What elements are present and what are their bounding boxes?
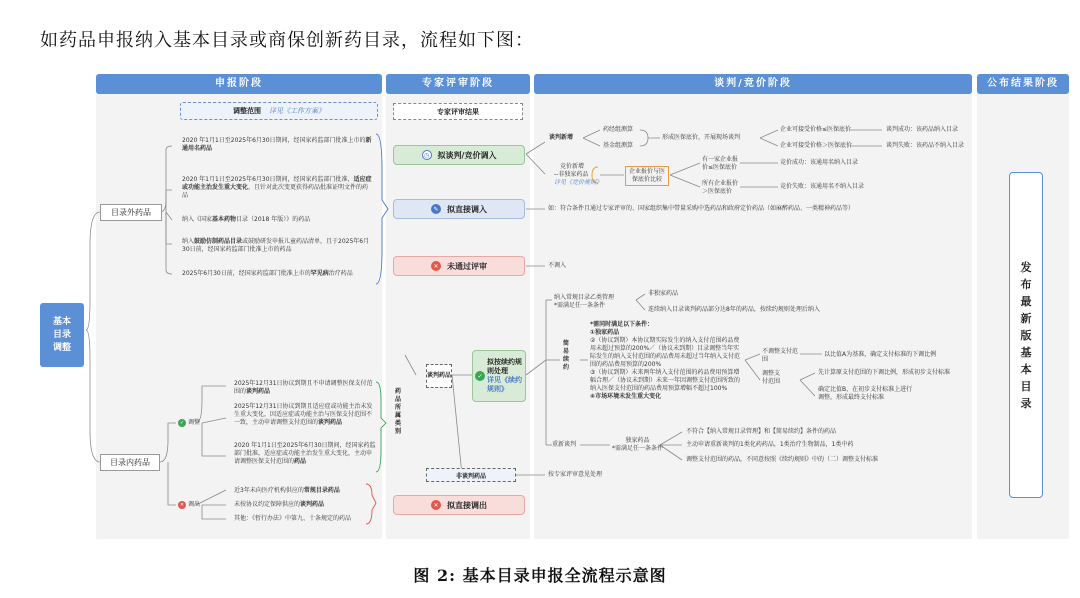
scope-ref: 详见《工作方案》 — [269, 107, 325, 115]
drug-category-label: 药品所属类别 — [395, 388, 402, 435]
outside-item-2: 2020 年1月1日至2025年6月30日期间，经国家药监部门批准，适应症或功能主治发生重大变化，且针对此次变更获得药品批准证明文件的药品 — [182, 176, 372, 199]
drug-group-label: 药经组测算 — [603, 126, 634, 133]
renew-box: ✓ 拟按续约规则处理 详见《续约规则》 — [472, 350, 526, 402]
close-icon: ✕ — [179, 502, 185, 508]
same-rule-label: 连续纳入目录谈判药品部分达8年的药品，按续约规则处理后纳入 — [648, 306, 820, 313]
outside-drugs-node: 目录外药品 — [100, 204, 162, 221]
direct-out-box: ✕ 拟直接调出 — [393, 495, 525, 515]
compare-box: 企业报价与医保底价比较 — [625, 166, 669, 186]
second-step-label: 确定比值B，在初步支付标准上进行调整，形成最终支付标准 — [818, 386, 913, 401]
exclusive-label: 独家药品 *需满足任一条条件 — [612, 437, 664, 452]
expert-note: 按专家评审意见处理 — [548, 471, 603, 478]
close-icon: ✕ — [431, 261, 441, 271]
first-step-label: 先计算原支付范围的下调比例，形成初步支付标准 — [818, 369, 951, 376]
new-nego-label: 谈判新增 — [549, 134, 574, 141]
publish-box: 发布最新版基本目录 — [1009, 172, 1043, 498]
outside-item-1: 2020 年1月1日至2025年6月30日期间，经国家药监部门批准上市的新通用名药品 — [182, 137, 372, 152]
figure-caption: 图 2: 基本目录申报全流程示意图 — [413, 566, 667, 585]
one-under-label: 有一家企业报价≤医保底价 — [702, 156, 739, 171]
outside-item-3: 纳入《国家基本药物目录（2018 年版）》的药品 — [182, 216, 311, 223]
not-in-label: 不调入 — [548, 262, 567, 269]
root-line-1: 基本 — [52, 316, 71, 327]
remove-item-1: 近3年未向医疗机构供应的常规目录药品 — [234, 487, 340, 494]
negotiate-header: 谈判/竞价阶段 — [534, 74, 972, 94]
clock-icon: ◷ — [422, 150, 432, 160]
no-adjust-label: 不调整支付范围 — [762, 348, 799, 363]
root-line-3: 调整 — [52, 342, 71, 353]
inside-drugs-node: 目录内药品 — [100, 454, 160, 471]
re-nego-item-2: 主动申请重新谈判的1类化药药品，1类治疗生物制品，1类中药 — [686, 441, 854, 448]
intro-text: 如药品申报纳入基本目录或商保创新药目录，流程如下图： — [40, 30, 534, 51]
under-label: 企业可接受价格≤医保底价 — [780, 126, 852, 133]
re-nego-label: 重新谈判 — [552, 441, 577, 448]
adjust-node: ✓ 调整 — [179, 419, 201, 426]
nego-box: ◷ 拟谈判/竞价调入 — [393, 145, 525, 165]
apply-header: 申报阶段 — [96, 74, 382, 94]
check-icon: ✓ — [475, 371, 485, 381]
regular-label: 纳入常规目录乙类管理 *需满足任一条条件 — [554, 294, 615, 309]
fail-box: ✕ 未通过评审 — [393, 256, 525, 276]
edit-icon: ✎ — [431, 204, 441, 214]
adjust-item-2: 2025年12月31日协议到期且适应症或功能主治未发生重大变化，因适应症或功能主治与医保支付范围不一致，主动申请调整支付范围的谈判药品 — [234, 403, 373, 426]
ratio-label: 以比值A为基准，确定支付标准的下调比例 — [824, 351, 937, 358]
root-line-2: 目录 — [52, 329, 71, 340]
nego-drug-label: 谈判药品 — [426, 364, 452, 388]
re-nego-item-3: 调整支付范围的药品，不同意按照《续约规则》中的（二）调整支付标准 — [686, 456, 879, 463]
simple-renew-label: 简易续约 — [563, 340, 570, 371]
scope-box — [180, 102, 378, 120]
over-label: 企业可接受价格＞医保底价 — [780, 142, 853, 149]
review-header: 专家评审阶段 — [386, 74, 530, 94]
root-node — [40, 303, 84, 367]
direct-in-box: ✎ 拟直接调入 — [393, 199, 525, 219]
close-icon: ✕ — [431, 500, 441, 510]
outside-item-5: 2025年6月30日前，经国家药监部门批准上市的罕见病治疗药品 — [182, 270, 353, 277]
scope-label: 调整范围 — [233, 107, 261, 115]
adjust-range-label: 调整支付范围 — [762, 370, 781, 385]
adjust-item-1: 2025年12月31日协议到期且不申请调整医保支付范围的谈判药品 — [234, 380, 373, 395]
publish-header: 公布结果阶段 — [977, 74, 1069, 94]
nego-success-label: 谈判成功：该药品纳入目录 — [886, 126, 959, 133]
all-over-label: 所有企业报价＞医保底价 — [702, 180, 739, 195]
remove-item-3: 其他：《暂行办法》中第九、十条规定的药品 — [234, 515, 352, 522]
bid-ok-label: 竞价成功：该通用名纳入目录 — [780, 159, 859, 166]
form-price-label: 形成医保底价，开展现场谈判 — [662, 134, 741, 141]
adjust-item-3: 2020 年1月1日至2025年6月30日期间，经国家药监部门批准，适应症或功能主治发生重大变化，主动申请调整医保支付范围的药品 — [234, 442, 376, 465]
check-icon: ✓ — [179, 420, 185, 426]
re-nego-item-1: 不符合【纳入常规目录管理】和【简易续约】条件的药品 — [686, 428, 837, 435]
fund-group-label: 基金组测算 — [603, 142, 634, 149]
bid-fail-label: 竞价失败：该通用名不纳入目录 — [780, 183, 865, 190]
review-result-title: 专家评审结果 — [393, 103, 523, 120]
direct-note: 如：符合条件且通过专家评审的、国家组织集中带量采购中选药品和政府定价药品（如麻醉药品、一类精神药品等） — [548, 205, 855, 212]
remove-item-2: 未按协议约定保障供应的谈判药品 — [234, 501, 325, 508]
bid-label: 竞价新增 --非独家药品 详见《竞价规则》 — [554, 163, 603, 186]
non-nego-label: 非谈判药品 — [426, 468, 516, 482]
nego-fail-label: 谈判失败：该药品不纳入目录 — [886, 142, 965, 149]
non-exclusive-label: 非独家药品 — [648, 290, 679, 297]
remove-node: ✕ 调出 — [179, 501, 201, 508]
conditions-block: *需同时满足以下条件： ①独家药品 ②（协议到期）本协议期实际发生的纳入支付范围药品费用未超过预算的200%／（协议未到期）目录调整当年实际发生的纳入支付范围的药品费用未超过当年纳入支付范围的药品费用预算的200% ③（协议到期）未来两年纳入支付范围的药品费用预算增幅合理／（协议未到期）未来一年因调整支付范围所致的纳入医保支付范围的药品费用预算增幅不超过100% ④市场环境未发生重大变化 — [590, 321, 741, 400]
outside-item-4: 纳入鼓励仿制药品目录或鼓励研发申报儿童药品清单，且于2025年6月30日前，经国家药监部门批准上市的药品 — [182, 238, 370, 253]
